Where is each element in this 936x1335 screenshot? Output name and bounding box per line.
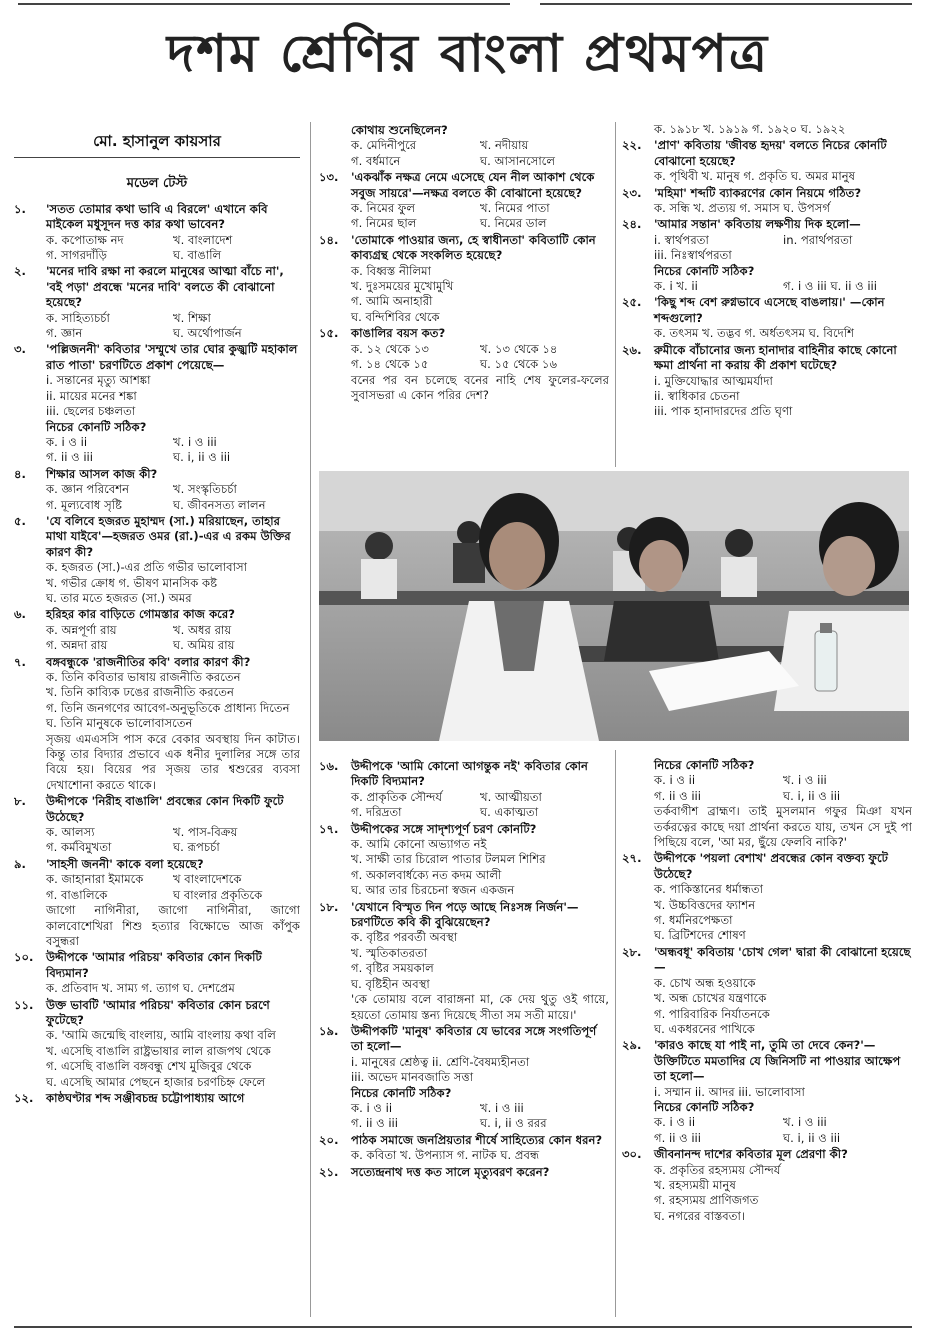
option: খ. গভীর ক্রোধ গ. ভীষণ মানসিক কষ্ট [46, 575, 218, 590]
option-grid [14, 825, 300, 856]
question-text: 'যেখানে বিস্মৃত দিন পড়ে আছে নিঃসঙ্গ নির্জন'—চরণটিতে কবি কী বুঝিয়েছেন? [351, 899, 579, 930]
question-text: 'কিছু শব্দ বেশ রুগ্নভাবে এসেছে বাঙলায়।' —কোন শব্দগুলো? [654, 295, 885, 325]
question-text: রুমীকে বাঁচানোর জন্য হানাদার বাহিনীর কাছে কোনো ক্ষমা প্রার্থনা না করায় কী প্রকাশ ঘটেছে? [654, 342, 897, 373]
column-2-top [319, 122, 609, 467]
question-instruction: নিচের কোনটি সঠিক? [351, 1085, 452, 1100]
top-rule-left [18, 3, 510, 5]
question-text: 'অন্ধবধূ' কবিতায় 'চোখ গেল' দ্বারা কী বোঝানো হয়েছে— [654, 944, 911, 975]
option: ঘ. নগরের বাস্তবতা। [654, 1208, 745, 1223]
question-stem [14, 467, 300, 482]
option: iii. ছেলের চঞ্চলতা [46, 404, 136, 419]
answer-option-grid [319, 1101, 609, 1132]
question-stem [319, 326, 609, 341]
column-divider [310, 122, 311, 1317]
question-text: বঙ্গবন্ধুকে 'রাজনীতির কবি' বলার কারণ কী? [46, 654, 251, 669]
question-stem [622, 217, 912, 232]
option: গ. বৃষ্টির সময়কাল [351, 961, 434, 976]
option: i. মানুষের শ্রেষ্ঠত্ব ii. শ্রেণি-বৈষম্যহীনতা [351, 1054, 530, 1069]
option: ঘ. i, ii ও iii [783, 788, 841, 803]
option: গ. পারিবারিক নির্যাতনকে [654, 1006, 770, 1021]
column-3-bottom [622, 758, 912, 1320]
option: ক. আলস্য [46, 825, 95, 840]
option-grid [319, 342, 609, 373]
option: ক. কবিতা খ. উপন্যাস গ. নাটক ঘ. প্রবন্ধ [351, 1148, 540, 1163]
option: ক. ১২ থেকে ১৩ [351, 341, 429, 356]
option: খ বাংলাদেশকে [173, 872, 242, 887]
option: খ. উচ্চবিত্তদের ফ্যাশন [654, 897, 756, 912]
question-number: ৬. [14, 607, 26, 622]
option: গ. কর্মবিমুখতা [46, 840, 112, 855]
option: ক. i ও ii [654, 773, 696, 788]
option: ঘ. ব্রিটিশদের শোষণ [654, 928, 746, 943]
option: খ. সংস্কৃতিচর্চা [173, 482, 237, 497]
option: গ. ii ও iii [654, 1130, 701, 1145]
question-number: ১৯. [319, 1023, 339, 1038]
option-grid [622, 233, 912, 248]
option: খ. শিক্ষা [173, 310, 211, 325]
option: ঘ. এসেছি আমার পেছনে হাজার চরণচিহ্ন ফেলে [46, 1074, 266, 1089]
option: ক. সন্ধি খ. প্রত্যয় গ. সমাস ঘ. উপসর্গ [654, 201, 830, 216]
stimulus-passage: সৃজয় এমএসসি পাস করে বেকার অবস্থায় দিন কাটাত। কিন্তু তার বিদ্যার প্রভাবে এক ধনীর দুলালির সঙ্গে তার বিয়ে হয়। বিয়ের পর সৃজয় তার শ্বশুরের ব্যবসা দেখাশোনা করতে থাকে। [46, 731, 300, 792]
option: ক. তৎসম খ. তদ্ভব গ. অর্ধতৎসম ঘ. বিদেশি [654, 326, 854, 341]
option: খ. অধর রায় [173, 622, 232, 637]
question-stem [14, 857, 300, 872]
option: খ. সাক্ষী তার চিরোল পাতার টলমল শিশির [351, 852, 546, 867]
option: গ. i ও iii ঘ. ii ও iii [783, 279, 877, 294]
question-number: ১৮. [319, 899, 339, 914]
option: ক. i খ. ii [654, 279, 698, 294]
question-list [622, 758, 912, 1224]
question-text: পাঠক সমাজে জনপ্রিয়তার শীর্ষে সাহিত্যের কোন ধরন? [351, 1132, 603, 1147]
question-stem [319, 759, 609, 790]
option: ঘ. একাত্মতা [480, 805, 539, 820]
option: গ. ii ও iii [351, 1116, 398, 1131]
question-number: ২৬. [622, 342, 642, 357]
question-number: ২০. [319, 1132, 339, 1147]
question-number: ৫. [14, 513, 26, 528]
option: খ. পাস-বিক্রয় [173, 825, 238, 840]
question-number: ৩. [14, 342, 26, 357]
option: ক. i ও ii [351, 1100, 393, 1115]
stimulus-passage: জাগো নাগিনীরা, জাগো নাগিনীরা, জাগো কালবোশেখিরা শিশু হত্যার বিক্ষোভে আজ কাঁপুক বসুন্ধরা [46, 903, 300, 948]
option: ঘ. বাঙালি [173, 248, 222, 263]
question-stem [14, 1091, 300, 1106]
question-number: ২২. [622, 138, 642, 153]
answer-option-grid [622, 1115, 912, 1146]
question-text: উদ্দীপকে 'নিরীহ বাঙালি' প্রবন্ধের কোন দিকটি ফুটে উঠেছে? [46, 794, 284, 824]
question-number [319, 123, 351, 138]
question-text: কাষ্ঠঘণ্টার শব্দ সঞ্জীবচন্দ্র চট্টোপাধ্যায় আগে [46, 1090, 245, 1105]
question-stem [319, 822, 609, 837]
option: ঘ. আসানসোলে [480, 153, 555, 168]
option: ক. প্রকৃতির রহস্যময় সৌন্দর্য [654, 1162, 781, 1177]
option: ক. i ও ii [46, 434, 88, 449]
question-number: ৮. [14, 794, 26, 809]
question-text: উক্ত ভাবটি 'আমার পরিচয়' কবিতার কোন চরণে ফুটেছে? [46, 997, 270, 1027]
question-number: ৪. [14, 466, 26, 481]
option: ক. বৃষ্টির পরবর্তী অবস্থা [351, 930, 458, 945]
option: গ. তিনি জনগণের আবেগ-অনুভূতিকে প্রাধান্য দিতেন [46, 700, 290, 715]
question-number: ১৩. [319, 170, 339, 185]
question-number: ১২. [14, 1090, 34, 1105]
option: ঘ. আর তার চিরচেনা স্বজন একজন [351, 883, 515, 898]
option: খ. ১৩ থেকে ১৪ [480, 341, 558, 356]
question-number: ১৬. [319, 759, 339, 773]
option: খ. রহস্যময়ী মানুষ [654, 1177, 736, 1192]
top-rule-right [540, 3, 912, 5]
option: গ. ধর্মনিরপেক্ষতা [654, 913, 733, 928]
option: খ. i ও iii [480, 1100, 524, 1115]
question-number: ২৩. [622, 185, 642, 200]
question-stem [622, 343, 912, 374]
option: iii. অভেদ মানবজাতি সত্তা [351, 1070, 474, 1085]
question-stem [622, 851, 912, 882]
option: গ. দরিদ্রতা [351, 805, 402, 820]
question-text: 'প্রাণ' কবিতায় 'জীবন্ত হৃদয়' বলতে নিচের কোনটি বোঝানো হয়েছে? [654, 138, 887, 168]
stimulus-passage: 'কে তোমায় বলে বারাঙ্গনা মা, কে দেয় থুতু ওই গায়ে, হয়তো তোমায় স্তন্য দিয়েছে সীতা সম সতী মায়ে।' [351, 992, 609, 1022]
option: খ. i ও iii [783, 1115, 827, 1130]
question-number: ১১. [14, 997, 34, 1012]
question-stem [14, 514, 300, 560]
option: ঘ. একধরনের পাখিকে [654, 1021, 755, 1036]
option: i. সন্তানের মৃত্যু আশঙ্কা [46, 373, 151, 388]
option: ক. আমি কোনো অভ্যাগত নই [351, 837, 487, 852]
option: গ. এসেছি বাঙালি বঙ্গবন্ধু শেখ মুজিবুর থেকে [46, 1059, 252, 1074]
question-list [14, 202, 300, 1107]
option: গ. বর্ধমানে [351, 153, 401, 168]
question-stem [14, 950, 300, 981]
stimulus-passage: তর্কবাগীশ ব্রাহ্মণ। তাই মুসলমান গফুর মিঞা যখন তর্করত্নের কাছে দয়া প্রার্থনা করতে যায়, তখন সে দুই পা পিছিয়ে বলে, 'আ মর, ছুঁয়ে ফেলবি নাকি?' [654, 804, 912, 850]
question-text: 'মনের দাবি রক্ষা না করলে মানুষের আত্মা বাঁচে না', 'বই পড়া' প্রবন্ধে 'মনের দাবি' বলতে কী বোঝানো হয়েছে? [46, 264, 284, 310]
question-stem [14, 202, 300, 233]
author-byline: মো. হাসানুল কায়সার [14, 128, 300, 158]
question-text: শিক্ষার আসল কাজ কী? [46, 466, 158, 481]
question-number: ২৮. [622, 944, 642, 959]
question-stem [14, 655, 300, 670]
option: খ. নিমের পাতা [480, 201, 550, 216]
question-text: 'কারও কাছে যা পাই না, তুমি তা দেবে কেন?'—উক্তিটিতে মমতাদির যে জিনিসটি না পাওয়ার আক্ষেপ তা হলো— [654, 1038, 901, 1084]
option: খ. অন্ধ চোখের যন্ত্রণাকে [654, 991, 767, 1006]
option: খ. নদীয়ায় [480, 138, 529, 153]
option: in. পরার্থপরতা [783, 232, 853, 247]
column-1 [14, 128, 300, 1320]
option: ঘ. বৃষ্টিহীন অবস্থা [351, 976, 430, 991]
question-stem [622, 186, 912, 201]
question-list [622, 122, 912, 420]
option: ঘ. তিনি মানুষকে ভালোবাসতেন [46, 716, 193, 731]
option: খ. i ও iii [173, 434, 217, 449]
option-grid [14, 872, 300, 903]
option-grid [319, 201, 609, 232]
option: ঘ. i, ii ও ররর [480, 1116, 547, 1131]
option: গ. ii ও iii [654, 788, 701, 803]
option: ঘ. রূপচর্চা [173, 840, 220, 855]
option-grid [14, 482, 300, 513]
option: খ. i ও iii [783, 773, 827, 788]
option: ঘ. বন্দিশিবির থেকে [351, 309, 440, 324]
question-text: উদ্দীপকটি 'মানুষ' কবিতার যে ভাবের সঙ্গে সংগতিপূর্ণ তা হলো— [351, 1023, 597, 1054]
question-text: সত্যেন্দ্রনাথ দত্ত কত সালে মৃত্যুবরণ করেন? [351, 1164, 550, 1179]
exam-hall-photo [319, 471, 909, 741]
column-2-bottom [319, 758, 609, 1320]
option-grid [14, 623, 300, 654]
column-divider [615, 122, 616, 467]
option: ক. মেদিনীপুরে [351, 138, 417, 153]
option: গ. ১৪ থেকে ১৫ [351, 357, 429, 372]
option: ঘ. i, ii ও iii [173, 450, 231, 465]
question-text: 'তোমাকে পাওয়ার জন্য, হে স্বাধীনতা' কবিতাটি কোন কাব্যগ্রন্থ থেকে সংকলিত হয়েছে? [351, 232, 596, 263]
question-number: ১৭. [319, 821, 339, 836]
option: i. মুক্তিযোদ্ধার আত্মমর্যাদা [654, 373, 773, 388]
question-stem [622, 945, 912, 976]
option: ক. জ্ঞান পরিবেশন [46, 482, 130, 497]
page-title: দশম শ্রেণির বাংলা প্রথমপত্র [166, 23, 770, 84]
question-stem [622, 1147, 912, 1162]
question-number: ২. [14, 264, 26, 279]
option: ঘ. অমিয় রায় [173, 638, 235, 653]
question-text: কাঙালির বয়স কত? [351, 326, 446, 341]
question-text: হরিহর কার বাড়িতে গোমস্তার কাজ করে? [46, 607, 235, 622]
option: ক. প্রতিবাদ খ. সাম্য গ. ত্যাগ ঘ. দেশপ্রেম [46, 981, 235, 996]
question-instruction: নিচের কোনটি সঠিক? [46, 419, 147, 434]
question-text: 'পল্লিজননী' কবিতার 'সম্মুখে তার ঘোর কুজ্ঝটি মহাকাল রাত পাতা' চরণটিতে প্রকাশ পেয়েছে— [46, 342, 298, 372]
option: ঘ. ১৫ থেকে ১৬ [480, 357, 557, 372]
question-text: উদ্দীপকে 'আমার পরিচয়' কবিতার কোন দিকটি বিদ্যমান? [46, 950, 262, 980]
question-text: জীবনানন্দ দাশের কবিতার মূল প্রেরণা কী? [654, 1147, 848, 1162]
question-number: ২৪. [622, 217, 642, 232]
option: ii. স্বাধিকার চেতনা [654, 388, 740, 403]
students-photo-illustration [319, 471, 909, 741]
option: গ. অকালবার্ধক্যে নত কদম আলী [351, 867, 502, 882]
option: ঘ. i, ii ও iii [783, 1130, 841, 1145]
question-text: উদ্দীপকের সঙ্গে সাদৃশ্যপূর্ণ চরণ কোনটি? [351, 821, 537, 836]
question-stem [319, 900, 609, 931]
section-heading: মডেল টেস্ট [126, 176, 188, 192]
option: গ. মূল্যবোধ সৃষ্টি [46, 497, 122, 512]
option: ক. i ও ii [654, 1115, 696, 1130]
question-text: 'একঝাঁক নক্ষত্র নেমে এসেছে যেন নীল আকাশ থেকে সবুজ সায়রে'—নক্ষত্র বলতে কী বোঝানো হয়েছে? [351, 170, 595, 200]
question-instruction: নিচের কোনটি সঠিক? [654, 758, 755, 772]
option: ক. ১৯১৮ খ. ১৯১৯ গ. ১৯২০ ঘ. ১৯২২ [654, 122, 846, 136]
option-grid [14, 233, 300, 264]
question-text: 'মহিমা' শব্দটি ব্যাকরণের কোন নিয়মে গঠিত? [654, 185, 862, 200]
question-stem [622, 138, 912, 169]
stimulus-passage: বনের পর বন চলেছে বনের নাহি শেষ ফুলের-ফলের সুবাসভরা এ কোন পরির দেশ? [351, 372, 609, 402]
bottom-rule [14, 1326, 912, 1328]
option: গ. অন্নদা রায় [46, 638, 108, 653]
option: ক. তিনি কবিতার ভাষায় রাজনীতি করতেন [46, 670, 241, 684]
question-list [319, 123, 609, 403]
option: ক. পাকিস্তানের ধর্মান্ধতা [654, 882, 764, 897]
question-number: ১৪. [319, 232, 339, 247]
question-number: ১৫. [319, 326, 339, 341]
option: ক. নিমের ফুল [351, 201, 415, 216]
question-number: ২৭. [622, 851, 642, 866]
answer-option-grid [14, 435, 300, 466]
question-stem [14, 794, 300, 825]
option: খ. তিনি কাব্যিক ঢঙের রাজনীতি করতেন [46, 685, 234, 700]
question-text: 'সাহসী জননী' কাকে বলা হয়েছে? [46, 856, 204, 871]
option: ক. পৃথিবী খ. মানুষ গ. প্রকৃতি ঘ. অমর মানুষ [654, 169, 856, 184]
question-text: 'যে বলিবে হজরত মুহাম্মদ (সা.) মরিয়াছেন, তাহার মাথা যাইবে'—হজরত ওমর (রা.)-এর এ রকম উক্তির কারণ কী? [46, 513, 291, 559]
option: ঘ. জীবনসত্য লালন [173, 497, 266, 512]
question-number: ১. [14, 201, 26, 216]
question-number: ৯. [14, 856, 26, 871]
question-stem [319, 1165, 609, 1180]
option: গ. নিমের ছাল [351, 216, 417, 231]
question-stem [14, 998, 300, 1029]
option-grid [319, 790, 609, 821]
question-stem [14, 264, 300, 310]
option: গ. জ্ঞান [46, 326, 83, 341]
question-stem [622, 295, 912, 326]
option: ক. সাহিত্যচর্চা [46, 310, 110, 325]
option: ঘ বাংলার প্রকৃতিকে [173, 887, 263, 902]
option: খ. স্মৃতিকাতরতা [351, 945, 428, 960]
option: খ. আত্মীয়তা [480, 789, 542, 804]
question-text: উদ্দীপকে 'আমি কোনো আগন্তুক নই' কবিতার কোন দিকটি বিদ্যমান? [351, 759, 588, 789]
question-instruction: নিচের কোনটি সঠিক? [654, 263, 755, 278]
question-stem [319, 123, 609, 138]
question-stem [319, 1024, 609, 1055]
option: ক. 'আমি জন্মেছি বাংলায়, আমি বাংলায় কথা বলি [46, 1028, 276, 1043]
question-stem [14, 607, 300, 622]
option: iii. নিঃস্বার্থপরতা [654, 248, 732, 263]
question-number: ৩০. [622, 1147, 642, 1162]
column-3-top [622, 122, 912, 467]
option: গ. রহস্যময় প্রাণিজগত [654, 1193, 759, 1208]
answer-option-grid [622, 773, 912, 804]
answer-option-grid [622, 279, 912, 294]
option: গ. সাগরদাঁড়ি [46, 248, 108, 263]
column-divider [615, 750, 616, 1317]
option: ক. বিধ্বস্ত নীলিমা [351, 263, 431, 278]
question-number: ২৫. [622, 295, 642, 310]
option: ঘ. অর্থোপার্জন [173, 326, 242, 341]
question-stem [319, 170, 609, 201]
question-stem [319, 1133, 609, 1148]
option: ক. হজরত (সা.)-এর প্রতি গভীর ভালোবাসা [46, 560, 247, 575]
question-text: কোথায় শুনেছিলেন? [351, 123, 448, 137]
option: গ. ii ও iii [46, 450, 93, 465]
option: ঘ. নিমের ডাল [480, 216, 547, 231]
option: গ. আমি অনাহারী [351, 294, 433, 309]
option: খ. বাংলাদেশ [173, 232, 233, 247]
option: ক. প্রাকৃতিক সৌন্দর্য [351, 789, 443, 804]
question-number: ২১. [319, 1164, 339, 1179]
option: ii. মায়ের মনের শঙ্কা [46, 388, 137, 403]
option: ক. চোখ অন্ধ হওয়াকে [654, 975, 756, 990]
option: iii. পাক হানাদারদের প্রতি ঘৃণা [654, 404, 793, 419]
option: i. স্বার্থপরতা [654, 232, 709, 247]
option: খ. দুঃসময়ের মুখোমুখি [351, 279, 454, 294]
question-text: 'আমার সন্তান' কবিতায় লক্ষণীয় দিক হলো— [654, 217, 861, 232]
question-instruction: নিচের কোনটি সঠিক? [654, 1099, 755, 1114]
option: খ. এসেছি বাঙালি রাষ্ট্রভাষার লাল রাজপথ থেকে [46, 1043, 271, 1058]
question-stem [14, 342, 300, 373]
question-stem [622, 1038, 912, 1084]
option: ঘ. তার মতে হজরত (সা.) অমর [46, 590, 192, 605]
question-number: ১০. [14, 950, 34, 965]
question-number: ৭. [14, 654, 26, 669]
option: ক. জাহানারা ইমামকে [46, 872, 144, 887]
option-grid [14, 311, 300, 342]
option: i. সম্মান ii. আদর iii. ভালোবাসা [654, 1084, 805, 1099]
option: গ. বাঙালিকে [46, 887, 108, 902]
option-grid [319, 138, 609, 169]
option: ক. অন্নপূর্ণা রায় [46, 622, 117, 637]
question-text: 'সতত তোমার কথা ভাবি এ বিরলে' এখানে কবি মাইকেল মধুসূদন দত্ত কার কথা ভাবেন? [46, 201, 268, 232]
question-list [319, 759, 609, 1180]
question-stem [319, 233, 609, 264]
question-text: উদ্দীপকে 'পয়লা বেশাখ' প্রবন্ধের কোন বক্তব্য ফুটে উঠেছে? [654, 851, 888, 881]
question-number: ২৯. [622, 1038, 642, 1053]
option: ক. কপোতাক্ষ নদ [46, 232, 124, 247]
